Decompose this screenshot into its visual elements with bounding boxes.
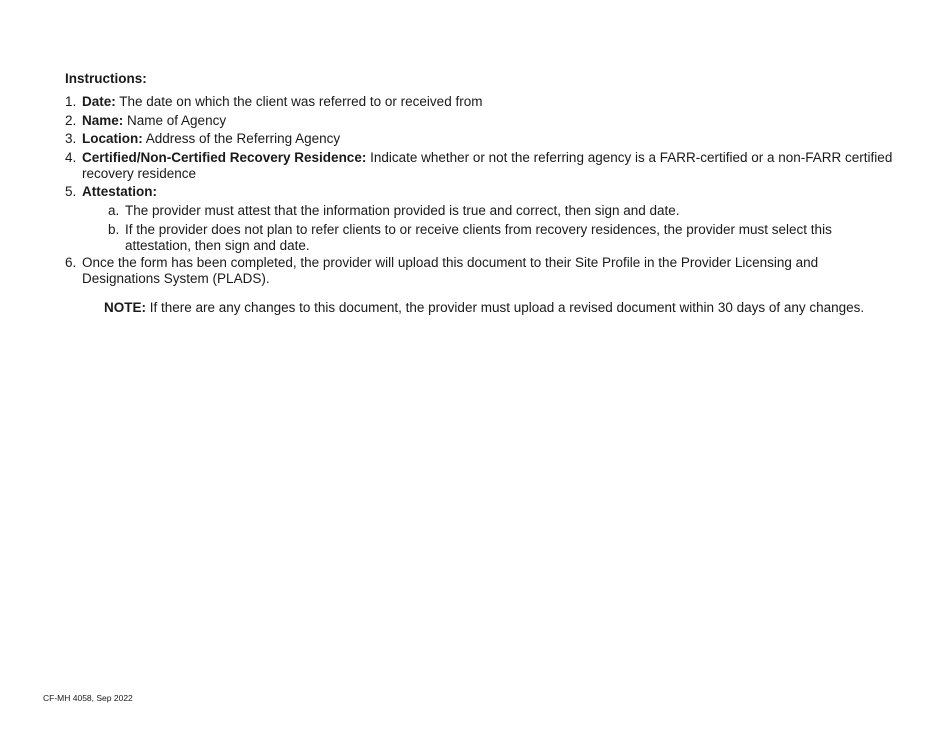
item-number: 6. xyxy=(65,255,77,270)
item-number: 2. xyxy=(65,113,77,128)
note-paragraph xyxy=(104,300,864,315)
sub-item-text: If the provider does not plan to refer clients to or receive clients from recovery residences, the provider must select this attestation, then sign and date. xyxy=(125,222,832,253)
item-term: Attestation: xyxy=(82,184,157,199)
item-number: 4. xyxy=(65,150,77,165)
item-term: Certified/Non-Certified Recovery Residence: xyxy=(82,150,367,165)
form-id-footer: CF-MH 4058, Sep 2022 xyxy=(43,693,133,703)
item-text: Address of the Referring Agency xyxy=(142,131,341,146)
item-text: Indicate whether or not the referring agency is a FARR-certified or a non-FARR certified recovery residence xyxy=(82,150,893,181)
item-number: 1. xyxy=(65,94,77,109)
item-text: The date on which the client was referred to or received from xyxy=(115,94,483,109)
item-number: 5. xyxy=(65,184,77,199)
note-text: If there are any changes to this document, the provider must upload a revised document within 30 days of any changes. xyxy=(146,300,865,315)
item-text: Once the form has been completed, the provider will upload this document to their Site Profile in the Provider Licensing and Designations System (PLADS). xyxy=(82,255,819,286)
sub-item-letter: a. xyxy=(108,203,120,218)
item-number: 3. xyxy=(65,131,77,146)
item-text: Name of Agency xyxy=(123,113,227,128)
sub-item-letter: b. xyxy=(108,222,120,237)
instructions-heading: Instructions: xyxy=(65,71,147,86)
sub-item-text: The provider must attest that the information provided is true and correct, then sign and date. xyxy=(125,203,680,218)
item-term: Date: xyxy=(82,94,116,109)
note-label: NOTE: xyxy=(104,300,146,315)
item-term: Location: xyxy=(82,131,143,146)
item-term: Name: xyxy=(82,113,124,128)
